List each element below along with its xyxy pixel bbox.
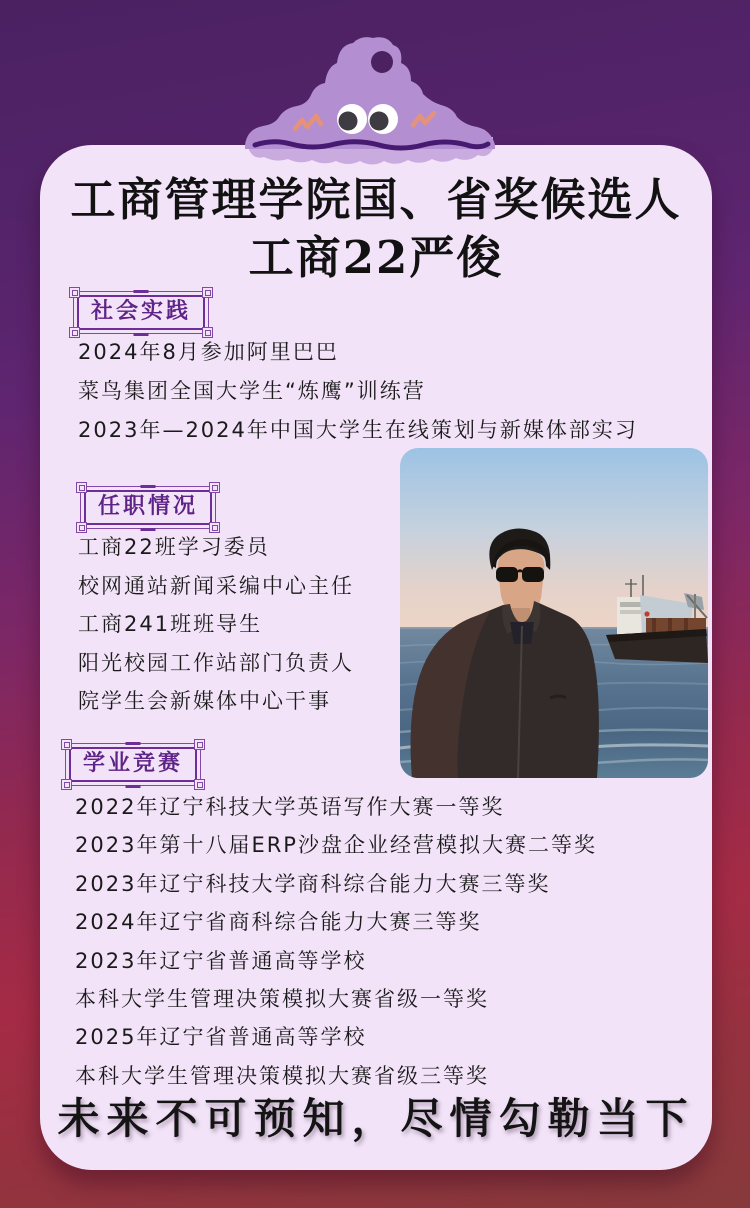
frame-corner-ornament — [202, 287, 213, 298]
list-item: 阳光校园工作站部门负责人 — [78, 650, 354, 675]
list-item: 2022年辽宁科技大学英语写作大赛一等奖 — [75, 795, 505, 819]
frame-corner-ornament — [209, 482, 220, 493]
seaside-photo-illustration — [400, 448, 708, 778]
competitions-list — [75, 788, 597, 1095]
list-item: 本科大学生管理决策模拟大赛省级一等奖 — [75, 987, 489, 1012]
class-number: 22 — [342, 231, 410, 284]
section-header-competitions — [65, 743, 201, 786]
page-title-line1: 工商管理学院国、省奖候选人 — [70, 173, 682, 226]
section-header-label: 学业竞赛 — [69, 747, 197, 782]
section-header-positions — [80, 486, 216, 529]
frame-tick — [141, 485, 156, 488]
list-item: 工商22班学习委员 — [78, 535, 270, 559]
list-item: 2024年辽宁省商科综合能力大赛三等奖 — [75, 910, 482, 935]
list-item: 2023年辽宁科技大学商科综合能力大赛三等奖 — [75, 871, 551, 896]
list-item: 2023年第十八届ERP沙盘企业经营模拟大赛二等奖 — [75, 833, 597, 858]
list-item: 本科大学生管理决策模拟大赛省级三等奖 — [75, 1063, 489, 1088]
social-practice-list — [78, 333, 638, 450]
positions-list — [78, 528, 354, 721]
page-title — [40, 171, 712, 287]
section-header-label: 社会实践 — [77, 295, 205, 330]
frame-corner-ornament — [69, 287, 80, 298]
purple-blob-mascot-icon — [243, 33, 499, 173]
frame-corner-ornament — [61, 779, 72, 790]
list-item: 2025年辽宁省普通高等学校 — [75, 1025, 367, 1050]
list-item: 校网通站新闻采编中心主任 — [78, 573, 354, 598]
list-item: 院学生会新媒体中心干事 — [78, 689, 331, 713]
page-title-line2: 工商22严俊 — [248, 231, 504, 284]
list-item: 菜鸟集团全国大学生“炼鹰”训练营 — [78, 379, 426, 403]
candidate-photo — [400, 448, 708, 778]
frame-corner-ornament — [61, 739, 72, 750]
list-item: 2023年辽宁省普通高等学校 — [75, 948, 367, 973]
frame-corner-ornament — [194, 739, 205, 750]
list-item: 工商241班班导生 — [78, 612, 263, 636]
list-item: 2024年8月参加阿里巴巴 — [78, 340, 339, 364]
section-header-social-practice — [73, 291, 209, 334]
footer-motto: 未来不可预知，尽情勾勒当下 — [57, 1094, 695, 1143]
section-header-label: 任职情况 — [84, 490, 212, 525]
mascot-tag-hole — [371, 51, 393, 73]
content-card — [40, 145, 712, 1170]
list-item: 2023年—2024年中国大学生在线策划与新媒体部实习 — [78, 418, 638, 442]
frame-tick — [126, 742, 141, 745]
frame-corner-ornament — [76, 482, 87, 493]
frame-tick — [134, 290, 149, 293]
